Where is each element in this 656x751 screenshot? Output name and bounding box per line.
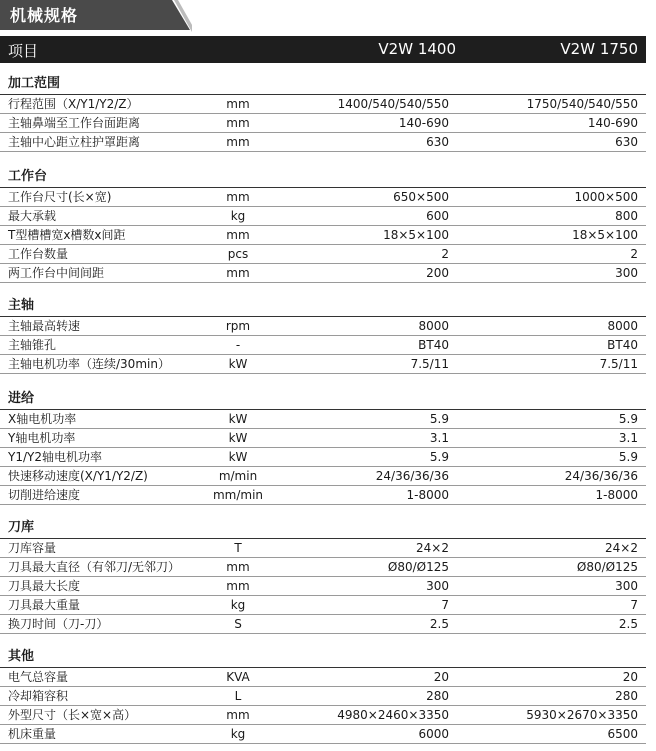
row-name: 刀具最大直径（有邻刀/无邻刀）	[8, 560, 181, 574]
row-name: 工作台数量	[8, 247, 69, 261]
row-unit: T	[234, 541, 242, 555]
banner-title: 机械规格	[10, 6, 79, 25]
row-unit: L	[234, 689, 242, 703]
row-name: 换刀时间（刀-刀）	[8, 617, 109, 631]
row-unit: mm	[226, 560, 250, 574]
row-value-model-1: 300	[426, 579, 449, 593]
table-row	[0, 336, 646, 355]
row-value-model-2: 1750/540/540/550	[526, 97, 638, 111]
row-value-model-2: 140-690	[587, 116, 638, 130]
spec-banner	[0, 0, 192, 32]
row-unit: m/min	[218, 469, 258, 483]
section-title: 进给	[0, 389, 646, 410]
row-value-model-2: 300	[615, 266, 638, 280]
table-row	[0, 114, 646, 133]
row-value-model-2: 630	[615, 135, 638, 149]
row-unit: kg	[230, 727, 246, 741]
row-unit: kg	[230, 598, 246, 612]
table-row	[0, 596, 646, 615]
row-unit: mm	[226, 579, 250, 593]
row-name: 刀库容量	[8, 541, 57, 555]
row-name: Y1/Y2轴电机功率	[8, 450, 102, 464]
row-value-model-1: 650×500	[393, 190, 449, 204]
table-row	[0, 577, 646, 596]
row-unit: pcs	[227, 247, 249, 261]
row-value-model-2: Ø80/Ø125	[576, 560, 638, 574]
table-row	[0, 725, 646, 744]
table-row	[0, 207, 646, 226]
row-name: 最大承载	[8, 209, 57, 223]
table-row	[0, 429, 646, 448]
row-value-model-1: 24/36/36/36	[375, 469, 449, 483]
row-value-model-1: 1-8000	[406, 488, 449, 502]
row-value-model-2: BT40	[607, 338, 638, 352]
table-row	[0, 410, 646, 429]
row-value-model-1: 4980×2460×3350	[337, 708, 449, 722]
row-value-model-1: Ø80/Ø125	[387, 560, 449, 574]
row-value-model-2: 2	[630, 247, 638, 261]
row-value-model-1: 8000	[418, 319, 449, 333]
section-title: 刀库	[0, 518, 646, 539]
section	[0, 518, 646, 634]
table-row	[0, 615, 646, 634]
row-value-model-2: 5.9	[618, 412, 638, 426]
row-value-model-2: 5930×2670×3350	[526, 708, 638, 722]
row-value-model-1: 7.5/11	[410, 357, 449, 371]
row-value-model-2: 2.5	[618, 617, 638, 631]
row-unit: mm	[226, 228, 250, 242]
section-title: 工作台	[0, 167, 646, 188]
row-value-model-2: 300	[615, 579, 638, 593]
table-row	[0, 245, 646, 264]
table-row	[0, 486, 646, 505]
row-unit: mm	[226, 135, 250, 149]
row-name: 切削进给速度	[8, 488, 81, 502]
row-name: 刀具最大长度	[8, 579, 81, 593]
row-name: 机床重量	[8, 727, 57, 741]
row-unit: kW	[228, 450, 248, 464]
row-name: 主轴鼻端至工作台面距离	[8, 116, 141, 130]
row-value-model-2: 24/36/36/36	[564, 469, 638, 483]
row-name: X轴电机功率	[8, 412, 77, 426]
row-name: 主轴电机功率（连续/30min）	[8, 357, 170, 371]
section	[0, 74, 646, 152]
header-item: 项目	[8, 42, 39, 60]
row-name: T型槽槽宽x槽数x间距	[8, 228, 126, 242]
table-row	[0, 317, 646, 336]
row-value-model-2: 18×5×100	[572, 228, 638, 242]
row-value-model-1: 280	[426, 689, 449, 703]
row-unit: S	[234, 617, 242, 631]
table-row	[0, 355, 646, 374]
section	[0, 296, 646, 374]
row-value-model-1: 20	[433, 670, 449, 684]
row-value-model-2: 7.5/11	[599, 357, 638, 371]
table-row	[0, 687, 646, 706]
row-value-model-2: 8000	[607, 319, 638, 333]
row-unit: -	[235, 338, 241, 352]
section-title: 其他	[0, 647, 646, 668]
row-name: 工作台尺寸(长×宽)	[8, 190, 112, 204]
table-row	[0, 133, 646, 152]
row-value-model-2: 7	[630, 598, 638, 612]
row-value-model-1: 2	[441, 247, 449, 261]
row-name: 冷却箱容积	[8, 689, 69, 703]
row-unit: kW	[228, 357, 248, 371]
row-value-model-1: 600	[426, 209, 449, 223]
row-name: 两工作台中间间距	[8, 266, 105, 280]
row-unit: kW	[228, 431, 248, 445]
section	[0, 167, 646, 283]
table-header	[0, 36, 646, 63]
row-value-model-2: 3.1	[618, 431, 638, 445]
row-unit: rpm	[225, 319, 251, 333]
table-row	[0, 706, 646, 725]
row-value-model-2: 20	[622, 670, 638, 684]
row-name: Y轴电机功率	[8, 431, 76, 445]
row-value-model-1: 200	[426, 266, 449, 280]
row-value-model-1: 5.9	[429, 450, 449, 464]
row-value-model-1: 18×5×100	[383, 228, 449, 242]
table-row	[0, 558, 646, 577]
table-row	[0, 467, 646, 486]
row-unit: mm	[226, 116, 250, 130]
row-value-model-1: 6000	[418, 727, 449, 741]
row-value-model-1: 630	[426, 135, 449, 149]
row-unit: kg	[230, 209, 246, 223]
row-unit: mm	[226, 266, 250, 280]
row-value-model-1: 140-690	[398, 116, 449, 130]
row-name: 行程范围（X/Y1/Y2/Z）	[8, 97, 139, 111]
row-name: 电气总容量	[8, 670, 69, 684]
row-unit: KVA	[226, 670, 250, 684]
table-row	[0, 448, 646, 467]
row-name: 外型尺寸（长×宽×高）	[8, 708, 137, 722]
row-unit: kW	[228, 412, 248, 426]
row-value-model-2: 800	[615, 209, 638, 223]
header-model-2: V2W 1750	[560, 40, 638, 58]
row-value-model-1: 5.9	[429, 412, 449, 426]
row-value-model-1: 1400/540/540/550	[337, 97, 449, 111]
row-name: 主轴最高转速	[8, 319, 81, 333]
table-row	[0, 188, 646, 207]
row-value-model-2: 280	[615, 689, 638, 703]
row-value-model-2: 1-8000	[595, 488, 638, 502]
row-value-model-2: 24×2	[605, 541, 638, 555]
row-value-model-1: 3.1	[429, 431, 449, 445]
table-row	[0, 226, 646, 245]
section	[0, 647, 646, 744]
row-name: 主轴中心距立柱护罩距离	[8, 135, 141, 149]
row-value-model-1: BT40	[418, 338, 449, 352]
row-name: 主轴锥孔	[8, 338, 57, 352]
table-row	[0, 264, 646, 283]
row-value-model-2: 5.9	[618, 450, 638, 464]
row-value-model-2: 1000×500	[574, 190, 638, 204]
row-unit: mm	[226, 97, 250, 111]
section-title: 加工范围	[0, 74, 646, 95]
row-unit: mm	[226, 190, 250, 204]
row-value-model-1: 2.5	[429, 617, 449, 631]
table-row	[0, 95, 646, 114]
row-value-model-1: 24×2	[416, 541, 449, 555]
header-model-1: V2W 1400	[378, 40, 456, 58]
row-value-model-1: 7	[441, 598, 449, 612]
section	[0, 389, 646, 505]
section-title: 主轴	[0, 296, 646, 317]
table-row	[0, 539, 646, 558]
table-row	[0, 668, 646, 687]
row-name: 快速移动速度(X/Y1/Y2/Z)	[8, 469, 148, 483]
row-unit: mm	[226, 708, 250, 722]
row-unit: mm/min	[212, 488, 264, 502]
row-value-model-2: 6500	[607, 727, 638, 741]
row-name: 刀具最大重量	[8, 598, 81, 612]
